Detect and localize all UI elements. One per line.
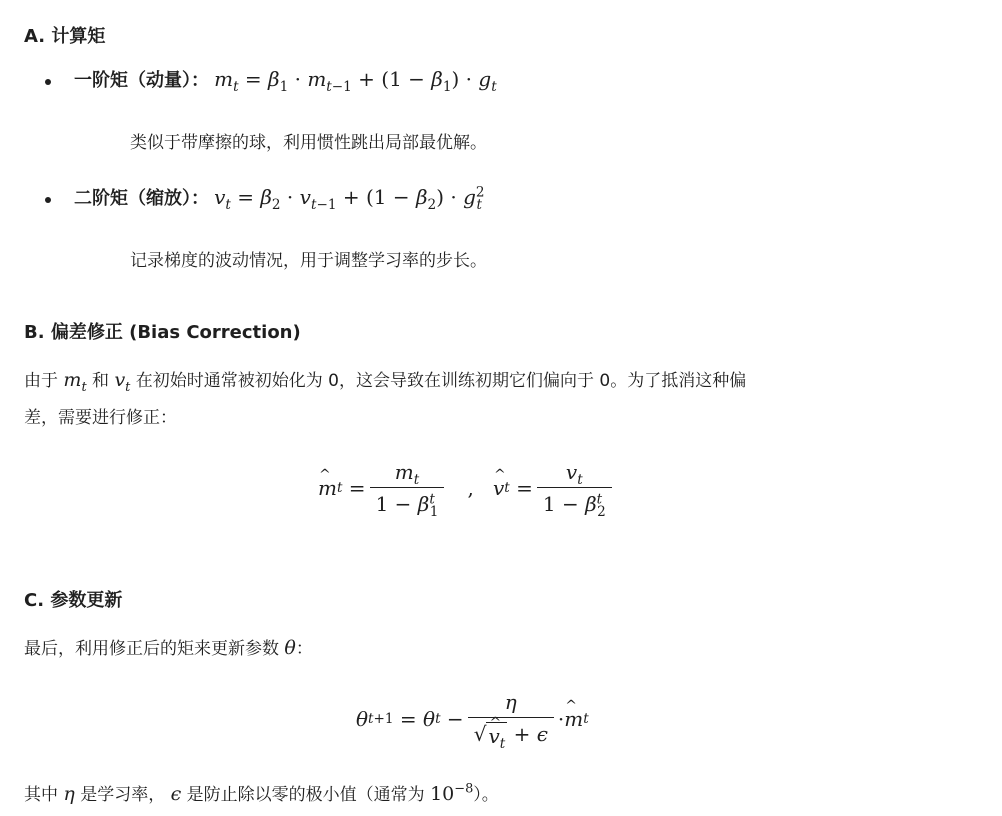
section-b-paragraph: 由于 $m_t$ 和 $v_t$ 在初始时通常被初始化为 0，这会导致在训练初期它们偏向于 0。为了抵消这种偏 [24,369,747,395]
section-c-title: C. 参数更新 [24,590,123,611]
first-moment-label: 一阶矩（动量）： [74,70,209,91]
section-b-paragraph-line2: 差，需要进行修正： [24,408,177,428]
section-a-title: A. 计算矩 [24,26,106,47]
section-c-note: 其中 η 是学习率， ϵ 是防止除以零的极小值（通常为 $10^{-8}$）。 [24,781,499,805]
bias-correction-formula: ^ m t = $\frac{m_t}{1 - \beta^t_1}$ , ^ v t = $\frac{v_t}{1 - \beta^t_2}$ [318,460,616,516]
second-moment-line [74,184,485,213]
second-moment-note: 记录梯度的波动情况，用于调整学习率的步长。 [130,251,487,271]
bullet-dot [45,197,51,203]
parameter-update-formula: θ t +1 = θ t − η √ ^ $v_t$ + ϵ · ^ m t [356,690,589,748]
bullet-dot [45,79,51,85]
section-b-title: B. 偏差修正 (Bias Correction) [24,322,301,343]
second-moment-formula: $v_t = \beta_2 \cdot v_{t-1} + (1 - \beta_2) \cdot g^2_t$ [214,184,485,213]
section-c-paragraph: 最后，利用修正后的矩来更新参数 θ： [24,637,313,659]
first-moment-line [74,66,497,95]
first-moment-note: 类似于带摩擦的球，利用惯性跳出局部最优解。 [130,133,487,153]
second-moment-label: 二阶矩（缩放）： [74,188,209,209]
first-moment-formula: $m_t = \beta_1 \cdot m_{t-1} + (1 - \beta_1) \cdot g_t$ [214,67,497,95]
